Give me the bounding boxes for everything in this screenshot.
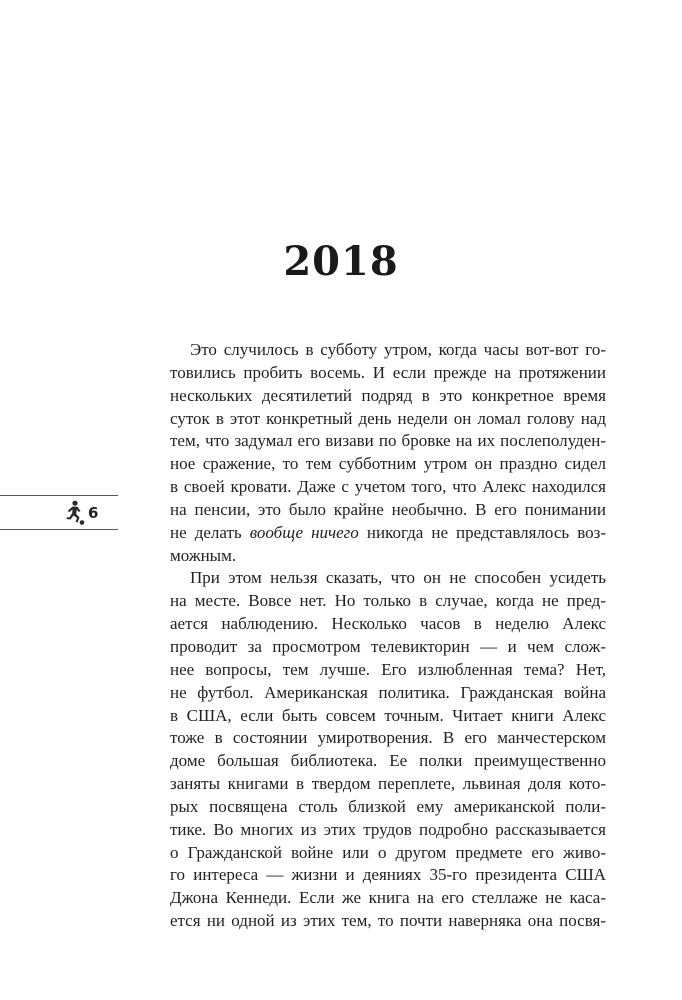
- text-line: не футбол. Американская политика. Гражданская война: [170, 682, 606, 702]
- page-number: 6: [88, 504, 99, 522]
- text-line: тоже в состоянии умиротворения. В его манчестерском: [170, 728, 606, 748]
- text-line: на пенсии, это было крайне необычно. В его понимании: [170, 499, 606, 519]
- text-line: на месте. Вовсе нет. Но только в случае, когда не пред-: [170, 591, 606, 611]
- chapter-title: 2018: [283, 238, 399, 285]
- text-line: суток в этот конкретный день недели он ломал голову над: [170, 408, 606, 428]
- marker-bottom-rule: [0, 529, 118, 530]
- soccer-player-icon: [60, 500, 86, 526]
- text-line: го интереса — жизни и деяниях 35-го президента США: [170, 865, 606, 885]
- text-line: [170, 522, 606, 545]
- text-line: в США, если быть совсем точным. Читает книги Алекс: [170, 705, 606, 725]
- text-line: заняты книгами в твердом переплете, львиная доля кото-: [170, 774, 606, 794]
- text-line: проводит за просмотром телевикторин — и чем слож-: [170, 636, 606, 656]
- text-line: тем, что задумал его визави по бровке на их послеполуден-: [170, 431, 606, 451]
- text-line-part: не делать: [170, 522, 250, 542]
- text-line: о Гражданской войне или о другом предмете его живо-: [170, 842, 606, 862]
- text-line: При этом нельзя сказать, что он не способен усидеть: [190, 568, 606, 588]
- text-line: тике. Во многих из этих трудов подробно рассказывается: [170, 819, 606, 839]
- marker-top-rule: [0, 495, 118, 496]
- text-line: можным.: [170, 545, 237, 565]
- page-marker: [0, 495, 118, 531]
- text-line: ется ни одной из этих тем, то почти наверняка она посвя-: [170, 911, 606, 931]
- text-line: Это случилось в субботу утром, когда часы вот-вот го-: [190, 340, 606, 359]
- text-line: ается наблюдению. Несколько часов в неделю Алекс: [170, 614, 606, 634]
- emphasis-text: вообще ничего: [249, 522, 359, 542]
- text-line: нее вопросы, тем лучше. Его излюбленная тема? Нет,: [170, 659, 606, 679]
- text-line: Джона Кеннеди. Если же книга на его стеллаже не каса-: [170, 888, 606, 908]
- text-line: доме большая библиотека. Ее полки преимущественно: [170, 751, 606, 771]
- text-line-part: никогда не представлялось воз-: [358, 522, 607, 542]
- body-text: [170, 339, 606, 933]
- text-line: ное сражение, то тем субботним утром он праздно сидел: [170, 454, 606, 474]
- text-line: рых посвящена столь близкой ему американской поли-: [170, 796, 606, 816]
- text-line: нескольких десятилетий подряд в это конкретное время: [170, 385, 606, 405]
- text-line: в своей кровати. Даже с учетом того, что Алекс находился: [170, 477, 606, 497]
- text-line: товились пробить восемь. И если прежде на протяжении: [170, 362, 606, 382]
